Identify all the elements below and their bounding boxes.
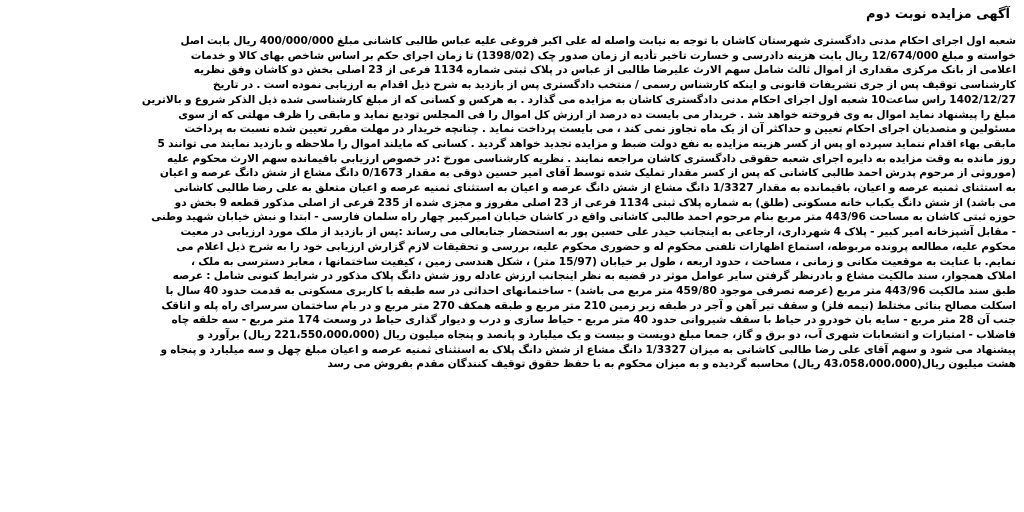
notice-line: هشت میلیون ریال(43،058،000،000 ریال) محاسبه گردیده و به میزان محکوم به با حفظ حقوق توقیف کنندگان مقدم بفروش می رسد: [327, 358, 1016, 371]
notice-line: پیشنهاد می شود و سهم آقای علی رضا طالبی کاشانی به میزان 1/3327 دانگ مشاع از شش دانگ پلاک به استثنای ثمنیه عرصه و اعیان مبلغ چهل و سه میلیارد و پنجاه و: [160, 343, 1016, 356]
notice-line: مسئولین و متصدیان اجرای احکام تعیین و حداکثر آن از یک ماه تجاوز نمی کند ، می بایست پرداخت نماید . چنانچه خریدار در مهلت مقرر تعیین شده نسبت به پرداخت: [184, 123, 1016, 136]
notice-title: آگهی مزایده نوبت دوم: [866, 7, 1010, 22]
notice-line: (موروثی از مرحوم پدرش احمد طالبی کاشانی که پس از کسر مقدار تملیک شده توسط آقای امیر حسین ذوقی به مقدار 0/1673 دانگ مشاع از شش دانگ عرصه و اعیان: [159, 167, 1016, 180]
notice-line: حوزه ثبتی کاشان به مساحت 443/96 متر مربع بنام مرحوم احمد طالبی کاشانی واقع در کاشان خیابان امیرکبیر چهار راه سلمان فارسی - ابتدا و نبش خیابان شهید وطنی: [151, 211, 1016, 224]
notice-line: اعلامی از بانک مرکزی مقداری از اموال ثالث شامل سهم الارث علیرضا طالبی از عباس در پلاک ثبتی شماره 1134 فرعی از 23 اصلی بخش دو کاشان وفق نظریه: [193, 64, 1016, 77]
notice-line: محکوم علیه، مطالعه پرونده مربوطه، استماع اظهارات تلفنی محکوم له و حضوری محکوم علیه، بررسی و تحقیقات لازم گزارش ارزیابی خود را به شرح ذیل اعلام می: [176, 240, 1016, 253]
notice-line: طبق سند مالکیت 443/96 متر مربع (عرصه تصرفی موجود 459/80 متر مربع می باشد) - ساختمانهای احداثی در سه طبقه با کاربری مسکونی به قدمت حدود 40 سال با: [165, 284, 1016, 297]
notice-line: جنب آن 28 متر مربع - سایه بان خودرو در حیاط با سقف شیروانی حدود 40 متر مربع - حیاط سازی و درب و دیوار گذاری حیاط در وسعت 174 متر مربع - سه حلقه چاه: [171, 314, 1016, 327]
notice-line: املاک همجوار، سند مالکیت مشاع و بادرنظر گرفتن سایر عوامل موثر در قضیه به نظر اینجانب ارزش عادله روز شش دانگ پلاک مذکور در شرایط کنونی شامل : عرصه: [172, 270, 1016, 283]
notice-line: مابقی بهاء اقدام ننماید سپرده او پس از کسر هزینه مزایده به نفع دولت ضبط و مزایده تجدید خواهد گردید . کسانی که مایلند اموال را ملاحظه و بازدید نمایند می توانند 5: [157, 137, 1016, 150]
notice-body: [8, 34, 1016, 372]
notice-line: فاضلاب - امتیازات و انشعابات شهری آب، دو برق و گاز، جمعا مبلغ دویست و بیست و یک میلیارد و پانصد و پنجاه میلیون ریال (221،550،000،000 ریال) برآورد و: [197, 329, 1016, 342]
notice-line: می باشد) از شش دانگ یکباب خانه مسکونی (طلق) به شماره پلاک ثبتی 1134 فرعی از 23 اصلی مفروز و مجزی شده از 235 فرعی از اصلی مذکور قطعه 9 بخش دو: [174, 196, 1016, 209]
notice-line: خواسته و مبلغ 12/674/000 ریال بابت هزینه دادرسی و خسارت تاخیر تأدیه از زمان صدور چک (1398/02) تا زمان اجرای حکم بر اساس شاخص بهای کالا و خدمات: [190, 49, 1016, 62]
notice-line: مبلغ را پیشنهاد نماید اموال به وی فروخته خواهد شد . خریدار می بایست ده درصد از ارزش کل اموال را فی المجلس تودیع نماید و مابقی را ظرف مهلتی که از سوی: [178, 108, 1016, 121]
notice-line: 1402/12/27 راس ساعت10 شعبه اول اجرای احکام مدنی دادگستری کاشان به مزایده می گذارد . به هرکس و کسانی که از مبلغ کارشناسی شده ذیل الذکر شروع و بالاترین: [141, 93, 1016, 106]
notice-line: اسکلت مصالح بنائی مختلط (نیمه فلز) و سقف تیر آهن و آجر در طبقه زیر زمین 210 متر مربع و طبقه همکف 270 متر مربع و در بام ساختمان سرسرای راه پله و اتاقک: [161, 299, 1016, 312]
notice-line: - مقابل آشپزخانه امیر کبیر - پلاک 4 شهرداری، ارجاعی به اینجانب حیدر علی حسین پور به استحضار جنابعالی می رساند :پس از بازدید از ملک مورد ارزیابی در معیت: [180, 226, 1016, 239]
notice-line: به استثنای ثمنیه عرصه و اعیان، باقیمانده به مقدار 1/3327 دانگ مشاع از شش دانگ عرصه و اعیان به استثنای ثمنیه عرصه و اعیان متعلق به علی رضا طالبی کاشانی: [173, 182, 1016, 195]
notice-line: شعبه اول اجرای احکام مدنی دادگستری شهرستان کاشان با توجه به نیابت واصله له علی اکبر فروغی علیه عباس طالبی کاشانی مبلغ 400/000/000 ریال بابت اصل: [180, 35, 1016, 47]
notice-line: روز مانده به وقت مزایده به دایره اجرای شعبه حقوقی دادگستری کاشان مراجعه نمایند . نظریه کارشناسی مورخ :در خصوص ارزیابی باقیمانده سهم الارث محکوم علیه: [166, 152, 1016, 165]
notice-line: کارشناسی توقیف پس از جری تشریفات قانونی و اینکه کارشناس رسمی / منتخب دادگستری پس از بازدید به شرح ذیل اقدام به ارزیابی نموده است . در تاریخ: [212, 79, 1016, 92]
notice-line: نمایم. با عنایت به موقعیت مکانی و زمانی ، مساحت ، حدود اربعه ، طول بر خیابان (15/97 متر) ، شکل هندسی زمین ، کیفیت ساختمانها ، معابر دسترسی به ملک ،: [191, 255, 1016, 268]
